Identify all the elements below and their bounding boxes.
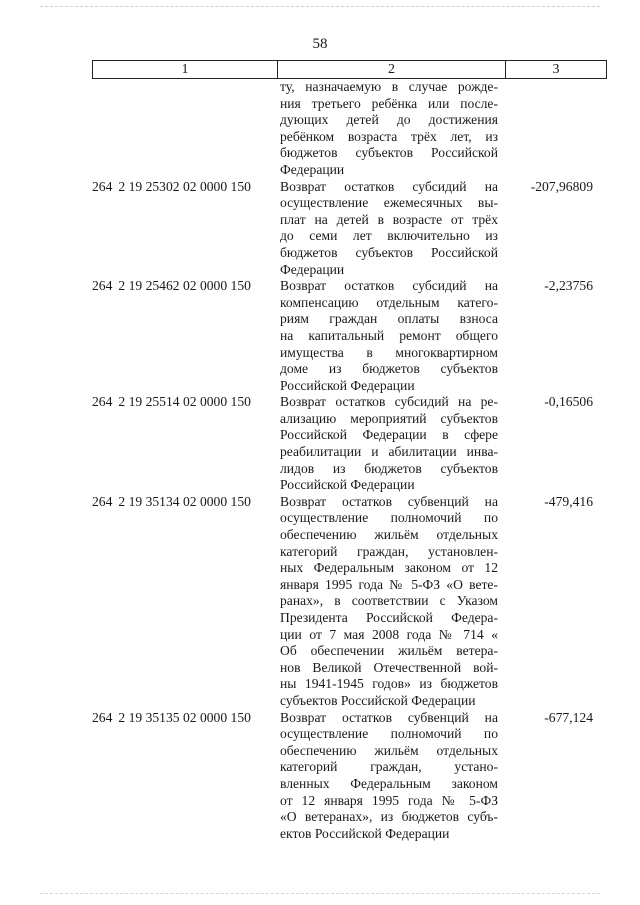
desc-line: имущества в многоквартирном bbox=[280, 344, 498, 360]
desc-line: ранах», в соответствии с Указом bbox=[280, 593, 498, 609]
scan-edge-top bbox=[40, 6, 600, 8]
desc-line: от 12 января 1995 года № 5-ФЗ bbox=[280, 792, 498, 808]
desc-line: бюджетов субъектов Российской bbox=[280, 244, 498, 260]
header-col-2: 2 bbox=[278, 61, 506, 78]
desc-line: дующих детей до достижения bbox=[280, 112, 498, 128]
desc-line: «О ветеранах», из бюджетов субъ- bbox=[280, 809, 498, 825]
desc-line: Российской Федерации в сфере bbox=[280, 427, 498, 443]
row-amount: -207,96809 bbox=[530, 178, 593, 194]
table-row bbox=[92, 494, 607, 710]
admin-code: 264 bbox=[92, 709, 113, 725]
header-col-3: 3 bbox=[552, 61, 560, 77]
continuation-row bbox=[92, 79, 607, 179]
admin-code: 264 bbox=[92, 278, 113, 294]
desc-line: осуществление ежемесячных вы- bbox=[280, 195, 498, 211]
admin-code: 264 bbox=[92, 394, 113, 410]
desc-line: Российской Федерации bbox=[280, 377, 415, 393]
desc-line: Федерации bbox=[280, 261, 345, 277]
desc-line: до семи лет включительно из bbox=[280, 228, 498, 244]
desc-line: осуществление полномочий по bbox=[280, 510, 498, 526]
row-description bbox=[277, 710, 498, 843]
desc-line: ту, назначаемую в случае рожде- bbox=[280, 79, 498, 94]
budget-code bbox=[92, 394, 277, 494]
table-row bbox=[92, 394, 607, 494]
classification-code: 2 19 25302 02 0000 150 bbox=[118, 178, 251, 194]
desc-line: Возврат остатков субсидий на bbox=[280, 278, 498, 294]
classification-code: 2 19 25514 02 0000 150 bbox=[118, 394, 251, 410]
table-row bbox=[92, 179, 607, 279]
classification-code: 2 19 35134 02 0000 150 bbox=[118, 493, 251, 509]
budget-code bbox=[92, 179, 277, 279]
desc-line: обеспечению жильём отдельных bbox=[280, 527, 498, 543]
header-col-1: 1 bbox=[93, 61, 278, 78]
budget-code bbox=[92, 710, 277, 843]
admin-code: 264 bbox=[92, 493, 113, 509]
desc-line: Возврат остатков субвенций на bbox=[280, 709, 498, 725]
table-header bbox=[92, 60, 607, 79]
desc-line: категорий граждан, устано- bbox=[280, 759, 498, 775]
desc-line: обеспечению жильём отдельных bbox=[280, 742, 498, 758]
row-amount: -0,16506 bbox=[544, 394, 593, 410]
desc-line: ализацию мероприятий субъектов bbox=[280, 410, 498, 426]
desc-line: января 1995 года № 5-ФЗ «О вете- bbox=[280, 576, 498, 592]
row-description bbox=[277, 278, 498, 394]
desc-line: Российской Федерации bbox=[280, 477, 415, 493]
table-body bbox=[92, 79, 607, 842]
desc-line: ных Федеральным законом от 12 bbox=[280, 560, 498, 576]
page-number: 58 bbox=[312, 36, 328, 52]
desc-line: ектов Российской Федерации bbox=[280, 825, 450, 841]
desc-line: Возврат остатков субсидий на ре- bbox=[280, 394, 498, 410]
row-description bbox=[277, 494, 498, 710]
continuation-text bbox=[277, 79, 498, 179]
classification-code: 2 19 35135 02 0000 150 bbox=[118, 709, 251, 725]
desc-line: нов Великой Отечественной вой- bbox=[280, 659, 498, 675]
row-amount: -677,124 bbox=[544, 709, 593, 725]
scan-edge-bottom bbox=[40, 893, 600, 895]
desc-line: реабилитации и абилитации инва- bbox=[280, 444, 498, 460]
table-row bbox=[92, 710, 607, 843]
desc-line: Возврат остатков субвенций на bbox=[280, 493, 498, 509]
classification-code: 2 19 25462 02 0000 150 bbox=[118, 278, 251, 294]
desc-line: Возврат остатков субсидий на bbox=[280, 178, 498, 194]
desc-line: ции от 7 мая 2008 года № 714 « bbox=[280, 626, 498, 642]
desc-line: ны 1941-1945 годов» из бюджетов bbox=[280, 676, 498, 692]
row-amount: -479,416 bbox=[544, 493, 593, 509]
budget-code bbox=[92, 494, 277, 710]
desc-line: лидов из бюджетов субъектов bbox=[280, 460, 498, 476]
desc-line: плат на детей в возрасте от трёх bbox=[280, 211, 498, 227]
desc-line: Федерации bbox=[280, 161, 345, 177]
row-description bbox=[277, 179, 498, 279]
row-description bbox=[277, 394, 498, 494]
desc-line: ребёнком возраста трёх лет, из bbox=[280, 128, 498, 144]
desc-line: осуществление полномочий по bbox=[280, 726, 498, 742]
desc-line: категорий граждан, установлен- bbox=[280, 543, 498, 559]
row-amount: -2,23756 bbox=[544, 278, 593, 294]
desc-line: Об обеспечении жильём ветера- bbox=[280, 643, 498, 659]
desc-line: доме из бюджетов субъектов bbox=[280, 361, 498, 377]
desc-line: субъектов Российской Федерации bbox=[280, 692, 476, 708]
desc-line: ния третьего ребёнка или после- bbox=[280, 95, 498, 111]
desc-line: риям граждан оплаты взноса bbox=[280, 311, 498, 327]
desc-line: на капитальный ремонт общего bbox=[280, 327, 498, 343]
table-row bbox=[92, 278, 607, 394]
desc-line: Президента Российской Федера- bbox=[280, 610, 498, 625]
admin-code: 264 bbox=[92, 178, 113, 194]
budget-code bbox=[92, 278, 277, 394]
desc-line: бюджетов субъектов Российской bbox=[280, 145, 498, 161]
desc-line: компенсацию отдельным катего- bbox=[280, 294, 498, 310]
desc-line: вленных Федеральным законом bbox=[280, 775, 498, 791]
